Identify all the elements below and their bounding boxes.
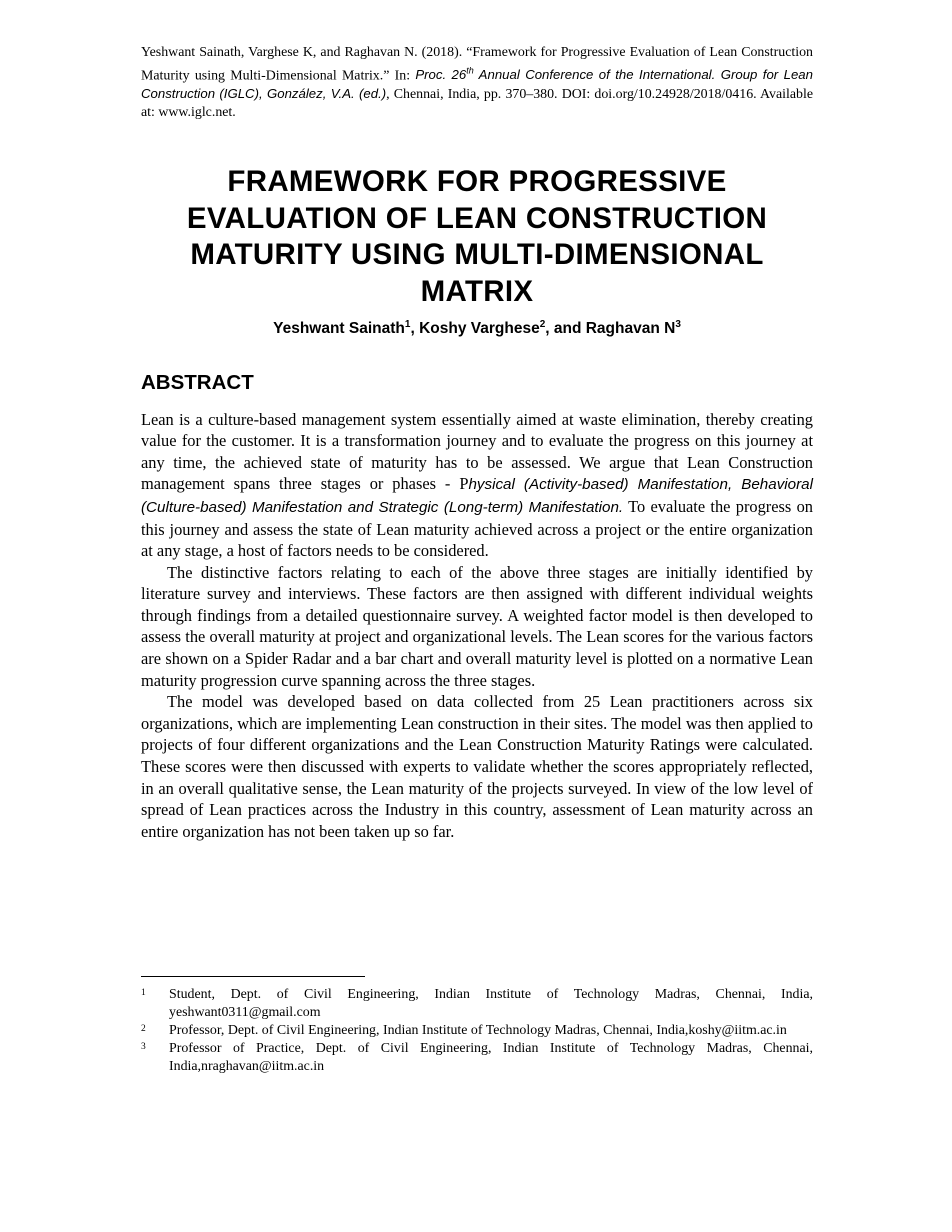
abstract-heading: ABSTRACT — [141, 370, 254, 394]
abstract-paragraph: The model was developed based on data collected from 25 Lean practitioners across six organizations, which are implementing Lean construction in their sites. The model was then applied to projects of four different organizations and the Lean Construction Maturity Ratings were calculated. These scores were then discussed with experts to validate whether the scores appropriately reflected, in an overall qualitative sense, the Lean maturity of the projects surveyed. In view of the low level of spread of Lean practices across the Industry in this country, assessment of Lean maturity across an entire organization has not been taken up so far. — [141, 692, 813, 841]
paper-page — [141, 44, 813, 842]
abstract-paragraph: The distinctive factors relating to each of the above three stages are initially identified by literature survey and interviews. These factors are then assigned with different individual weights through findings from a detailed questionnaire survey. A weighted factor model is then developed to assess the overall maturity at project and organizational levels. The Lean scores for the various factors are shown on a Spider Radar and a bar chart and overall maturity level is plotted on a normative Lean maturity progression curve spanning across the three stages. — [141, 562, 813, 690]
author-footnote-ref: 1 — [404, 319, 411, 331]
abstract-paragraph: Lean is a culture-based management system essentially aimed at waste elimination, thereby creating value for the customer. It is a transformation journey and to evaluate the progress on this journey at any time, the achieved state of maturity has to be assessed. We argue that Lean Construction management spans three stages or phases - Physical (Activity-based) Manifestation, Behavioral (Culture-based) Manifestation and Strategic (Long-term) Manifestation. To evaluate the progress on this journey and assess the state of Lean maturity achieved across a project or the entire organization at any stage, a host of factors needs to be considered. — [141, 409, 813, 561]
author-name: Yeshwant Sainath — [273, 320, 405, 338]
footnote-item: 1 Student, Dept. of Civil Engineering, Indian Institute of Technology Madras, Chennai, India, yeshwant0311@gmail.com — [141, 987, 813, 1020]
footnote-item: 3 Professor of Practice, Dept. of Civil Engineering, Indian Institute of Technology Madras, Chennai, India,nraghavan@iitm.ac.in — [141, 1041, 813, 1074]
citation-header — [141, 44, 813, 122]
abstract-body — [141, 409, 813, 843]
footnotes — [141, 986, 813, 1076]
paper-title: FRAMEWORK FOR PROGRESSIVE EVALUATION OF LEAN CONSTRUCTION MATURITY USING MULTI-DIMENSIONAL MATRIX — [186, 165, 768, 308]
author-name: Koshy Varghese — [419, 320, 540, 338]
author-footnote-ref: 2 — [539, 319, 546, 331]
author-name: Raghavan N — [585, 320, 676, 338]
author-list: Yeshwant Sainath$^1$, Koshy Varghese$^2$, and Raghavan $N^3$ — [273, 319, 681, 338]
citation-text: Yeshwant Sainath, Varghese K, and Raghavan N. (2018). “Framework for Progressive Evaluation of Lean Construction Maturity using Multi-Dimensional Matrix.” In: — [141, 45, 813, 84]
citation-proceedings: Proc. 26th Annual Conference of the International. Group for Lean Construction (IGLC), González, V.A. (ed.) — [141, 66, 813, 102]
footnote-item: 2 Professor, Dept. of Civil Engineering, Indian Institute of Technology Madras, Chennai, India,koshy@iitm.ac.in — [141, 1023, 787, 1038]
citation-doi: , Chennai, India, pp. 370–380. DOI: doi.org/10.24928/2018/0416. Available at: www.iglc.net. — [141, 87, 813, 121]
author-footnote-ref: 3 — [675, 319, 681, 331]
footnote-divider — [141, 976, 365, 977]
